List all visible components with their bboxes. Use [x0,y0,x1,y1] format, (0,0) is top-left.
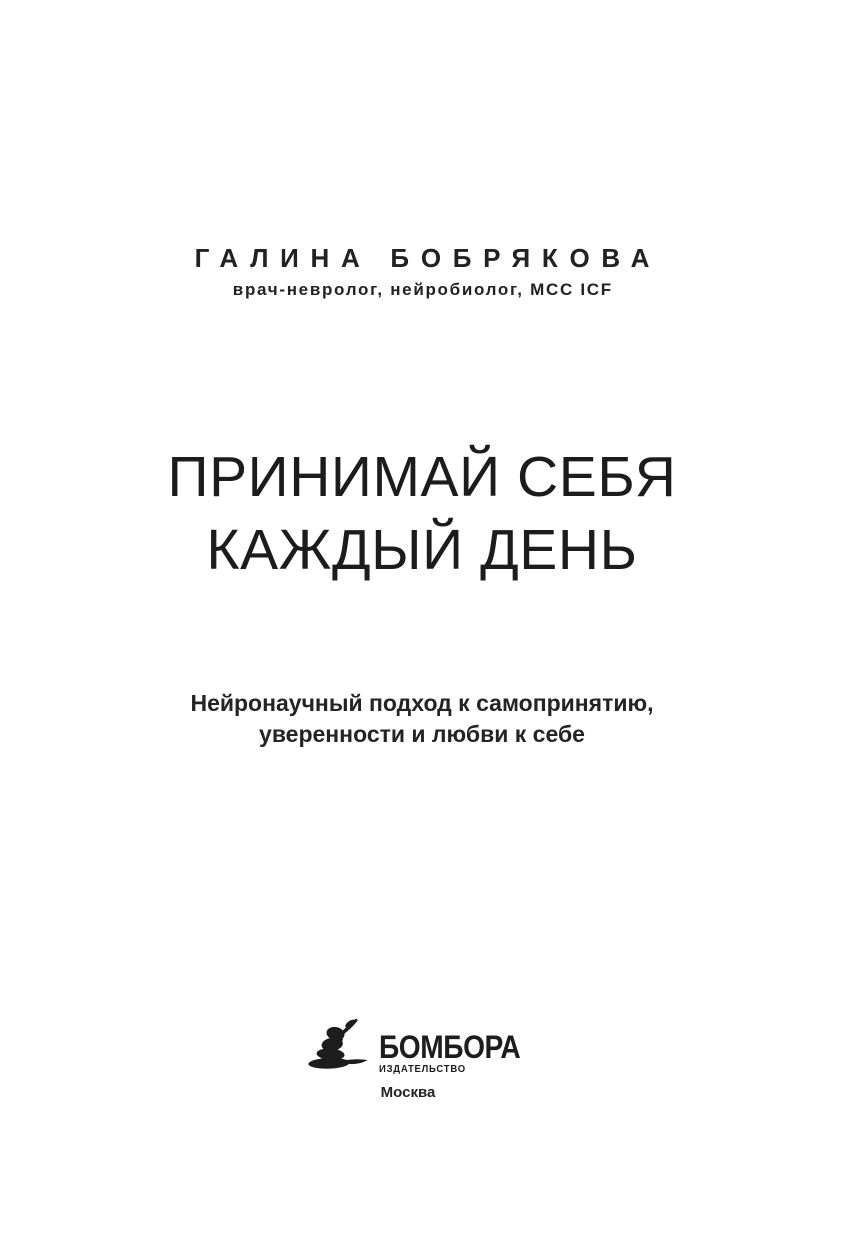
author-role: врач-невролог, нейробиолог, MCC ICF [232,280,613,299]
publisher-wordmark [378,1029,540,1076]
publisher-block [0,1016,844,1101]
book-subtitle-line1: Нейронаучный подход к самопринятию, [190,690,654,716]
book-title [0,441,844,587]
publisher-city: Москва [380,1084,436,1101]
author-name: ГАЛИНА БОБРЯКОВА [194,243,662,273]
publisher-tagline: ИЗДАТЕЛЬСТВО [378,1064,466,1075]
book-title-line1: ПРИНИМАЙ СЕБЯ [167,445,677,509]
publisher-name: БОМБОРА [378,1029,521,1065]
book-title-line2: КАЖДЫЙ ДЕНЬ [206,518,638,582]
publisher-logo [305,1016,540,1076]
book-subtitle [0,688,844,750]
book-subtitle-line2: уверенности и любви к себе [259,721,585,747]
bombora-ink-splat-icon [305,1016,371,1076]
